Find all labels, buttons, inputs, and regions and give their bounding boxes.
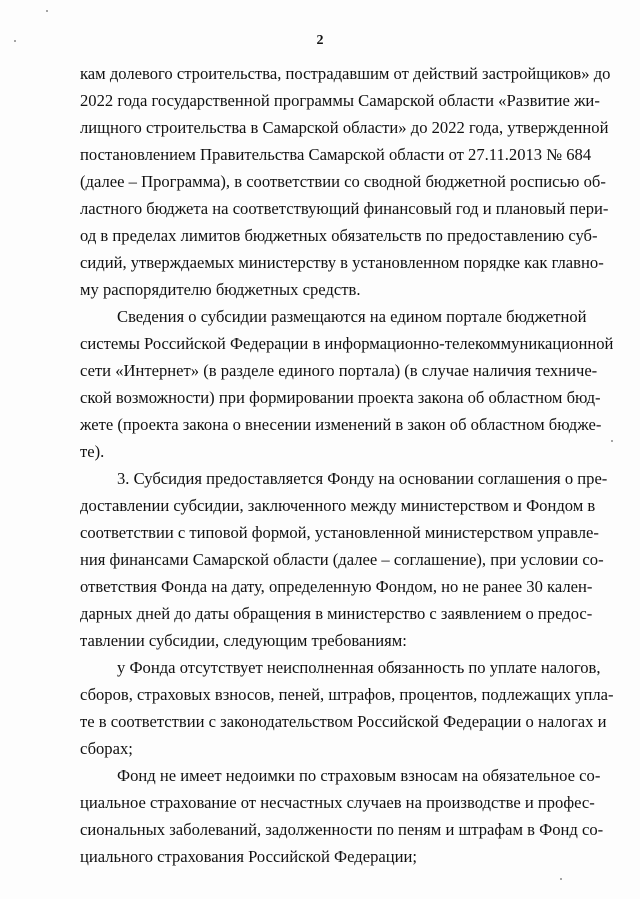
text-line: (далее – Программа), в соответствии со сводной бюджетной росписью об- [80, 172, 606, 191]
text-line: Фонд не имеет недоимки по страховым взносам на обязательное со- [117, 766, 601, 785]
text-line: сборов, страховых взносов, пеней, штрафов, процентов, подлежащих упла- [80, 685, 614, 704]
scan-speck [46, 10, 48, 12]
scan-speck [560, 878, 562, 880]
text-line: кам долевого строительства, пострадавшим от действий застройщиков» до [80, 64, 611, 83]
page-number: 2 [316, 33, 324, 48]
text-line: 3. Субсидия предоставляется Фонду на основании соглашения о пре- [117, 469, 608, 488]
text-line: ния финансами Самарской области (далее – соглашение), при условии со- [80, 550, 604, 569]
text-line: системы Российской Федерации в информационно-телекоммуникационной [80, 334, 614, 353]
text-line: дарных дней до даты обращения в министерство с заявлением о предос- [80, 604, 593, 623]
text-line: ской возможности) при формировании проекта закона об областном бюд- [80, 388, 601, 407]
scan-speck [611, 440, 613, 442]
text-line: жете (проекта закона о внесении изменений в закон об областном бюдже- [80, 415, 602, 434]
text-line: од в пределах лимитов бюджетных обязательств по предоставлению суб- [80, 226, 598, 245]
text-line: соответствии с типовой формой, установленной министерством управле- [80, 523, 599, 542]
text-line: постановлением Правительства Самарской области от 27.11.2013 № 684 [80, 145, 592, 164]
text-line: те в соответствии с законодательством Российской Федерации о налогах и [80, 712, 607, 731]
text-line: ластного бюджета на соответствующий финансовый год и плановый пери- [80, 199, 609, 218]
text-line: те). [80, 442, 105, 461]
text-line: му распорядителю бюджетных средств. [80, 280, 361, 299]
text-line: Сведения о субсидии размещаются на едином портале бюджетной [117, 307, 587, 326]
text-line: сети «Интернет» (в разделе единого портала) (в случае наличия техниче- [80, 361, 598, 380]
text-line: тавлении субсидии, следующим требованиям: [80, 631, 407, 650]
text-line: доставлении субсидии, заключенного между министерством и Фондом в [80, 496, 596, 515]
text-line: сидий, утверждаемых министерству в установленном порядке как главно- [80, 253, 604, 272]
text-line: лищного строительства в Самарской области» до 2022 года, утвержденной [80, 118, 609, 137]
text-line: циального страхования Российской Федерации; [80, 847, 418, 866]
text-line: циальное страхование от несчастных случаев на производстве и профес- [80, 793, 595, 812]
scan-speck [14, 40, 16, 42]
text-line: 2022 года государственной программы Самарской области «Развитие жи- [80, 91, 600, 110]
text-line: ответствия Фонда на дату, определенную Фондом, но не ранее 30 кален- [80, 577, 593, 596]
text-line: сборах; [80, 739, 133, 758]
text-line: у Фонда отсутствует неисполненная обязанность по уплате налогов, [117, 658, 601, 677]
text-line: сиональных заболеваний, задолженности по пеням и штрафам в Фонд со- [80, 820, 604, 839]
